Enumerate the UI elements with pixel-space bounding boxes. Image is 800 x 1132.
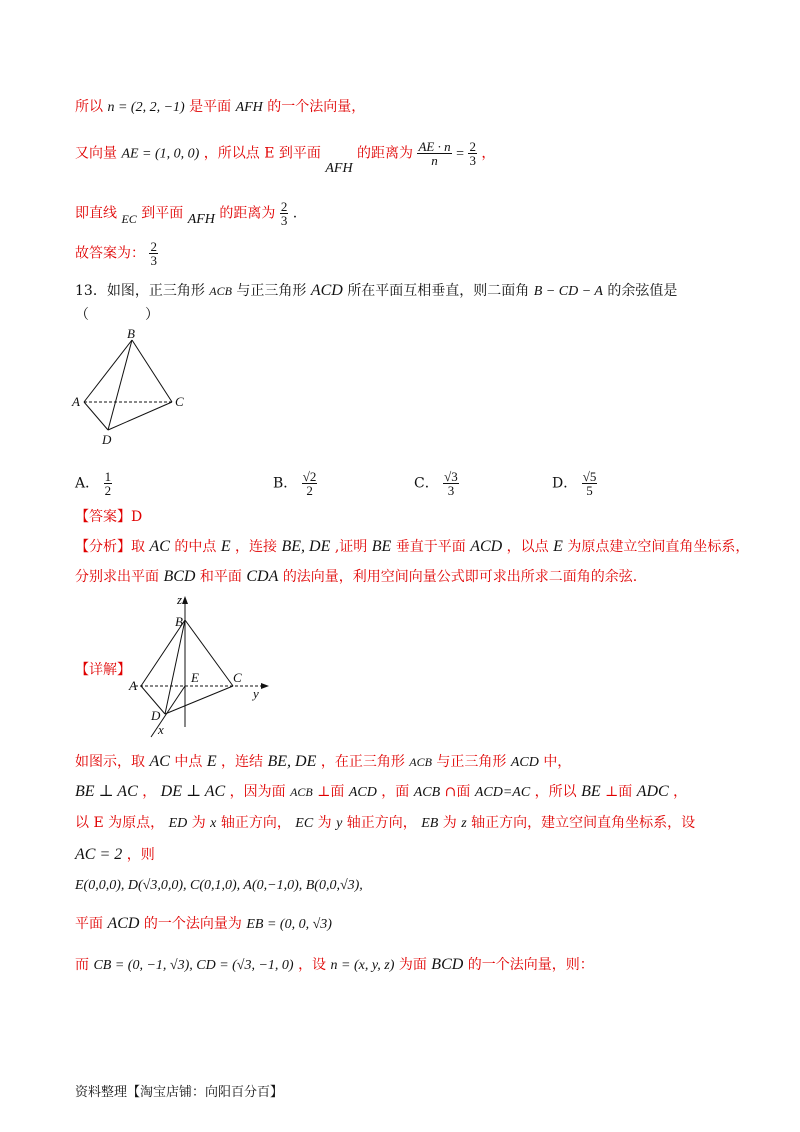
math-vector: EC <box>295 816 314 831</box>
line-distance <box>75 139 496 176</box>
math-vector: ED <box>168 816 188 831</box>
detail-row-3 <box>75 816 695 831</box>
denominator: 2 <box>306 483 313 498</box>
z-arrow <box>182 596 188 604</box>
denominator: 3 <box>150 253 157 268</box>
text: 又向量 <box>75 145 117 162</box>
denominator: 3 <box>280 213 288 228</box>
text: ,证明 <box>334 539 368 555</box>
denominator: 5 <box>586 483 593 498</box>
math-coordinates: E(0,0,0), D(√3,0,0), C(0,1,0), A(0,−1,0), B(0,0,√3), <box>75 878 363 893</box>
analysis-line-2 <box>75 569 637 585</box>
text: 垂直于平面 <box>395 539 466 555</box>
detail-row-5 <box>75 878 363 893</box>
text: 的距离为 <box>219 205 276 222</box>
text: 轴正方向， <box>346 815 417 831</box>
option-a[interactable] <box>75 470 112 497</box>
tetrahedron-figure <box>70 325 200 450</box>
math: CDA <box>246 568 279 585</box>
denominator: n <box>431 153 438 168</box>
denominator: 3 <box>469 153 476 168</box>
label-c: C <box>175 394 184 409</box>
question-13-blank <box>75 308 159 322</box>
math: E <box>220 538 231 555</box>
math: AC <box>149 538 170 555</box>
text: 中点 <box>174 754 203 770</box>
numerator: 2 <box>150 239 157 254</box>
detail-row-4 <box>75 847 155 863</box>
math: n = (x, y, z) <box>330 958 395 973</box>
analysis-line-1 <box>75 539 749 555</box>
numerator: √5 <box>582 469 597 484</box>
label-a: A <box>129 678 137 693</box>
text: 即直线 <box>75 205 117 222</box>
coordinate-figure <box>125 592 275 742</box>
math: ACD <box>348 785 377 800</box>
text: 到平面 <box>141 205 184 222</box>
text: ，连接 <box>235 539 278 555</box>
math-vectors: CB = (0, −1, √3), CD = (√3, −1, 0) <box>93 958 294 973</box>
text: 的法向量，利用空间向量公式即可求出所求二面角的余弦. <box>282 569 638 585</box>
text: 轴正方向，建立空间直角坐标系，设 <box>471 815 696 831</box>
text: 所以 <box>75 99 103 115</box>
text: 如图示，取 <box>75 754 145 770</box>
edge-dc <box>108 402 172 430</box>
analysis-tag: 【分析】 <box>75 539 131 555</box>
math: ACB <box>413 785 441 800</box>
text: ，面 <box>381 784 410 800</box>
text: ，连结 <box>221 754 264 770</box>
math-vector-ae: AE = (1, 0, 0) <box>121 146 200 162</box>
text: ⊥面 <box>605 784 633 800</box>
math: BE, DE <box>267 753 317 770</box>
line-line-distance <box>75 200 297 227</box>
math: DE ⊥ AC <box>160 783 226 800</box>
numerator: 2 <box>280 199 288 214</box>
answer-blank: （ ） <box>75 307 159 323</box>
text: 的余弦值是 <box>607 283 678 299</box>
equals: = <box>456 146 464 162</box>
math-triangle: ACD <box>310 282 343 299</box>
answer-tag: 【答案】 <box>75 509 131 525</box>
math-vector: EB <box>421 816 439 831</box>
text: 与正三角形 <box>436 754 507 770</box>
math: x <box>210 816 217 831</box>
math: E <box>206 753 217 770</box>
math: AC <box>149 753 170 770</box>
detail-row-1 <box>75 754 571 770</box>
option-label: A． <box>75 475 100 492</box>
fraction-two-thirds <box>149 240 158 267</box>
option-value <box>582 470 598 497</box>
math: AC = 2 <box>75 846 123 863</box>
fraction-two-thirds <box>468 140 477 167</box>
math: ACB <box>409 755 432 769</box>
numerator: √2 <box>302 469 317 484</box>
math: z <box>461 816 467 831</box>
text: ， <box>142 784 157 800</box>
edge-ba <box>84 340 132 402</box>
label-y: y <box>253 686 259 701</box>
text: 为原点建立空间直角坐标系， <box>567 539 750 555</box>
option-label: C． <box>414 475 439 492</box>
footer-source: 资料整理【淘宝店铺：向阳百分百】 <box>75 1085 284 1100</box>
y-arrow <box>261 683 269 689</box>
math: BE, DE <box>281 538 331 555</box>
text: ，在正三角形 <box>320 754 405 770</box>
denominator: 3 <box>447 483 455 498</box>
line-normal-vector <box>75 100 365 115</box>
text: 中， <box>543 754 572 770</box>
numerator: AE · n <box>418 139 451 154</box>
option-d[interactable] <box>552 470 597 497</box>
text: 取 <box>131 539 145 555</box>
numerator: √3 <box>444 469 458 484</box>
math: BCD <box>431 956 464 973</box>
answer-line <box>75 510 142 524</box>
text: 和平面 <box>199 569 242 585</box>
distance-fraction <box>417 140 451 167</box>
text: 与正三角形 <box>236 283 307 299</box>
text: ，因为面 <box>229 784 286 800</box>
math-plane: AFH <box>325 160 353 176</box>
text: 为面 <box>398 957 427 973</box>
label-e: E <box>191 670 199 685</box>
math-triangle: ACB <box>209 284 232 298</box>
numerator: 1 <box>104 469 112 484</box>
text: 的一个法向量为 <box>143 916 242 932</box>
label-d: D <box>102 432 112 447</box>
option-value <box>443 470 459 497</box>
text: 的中点 <box>174 539 217 555</box>
option-value <box>302 470 318 497</box>
math: y <box>336 816 343 831</box>
denominator: 2 <box>104 483 112 498</box>
detail-row-7 <box>75 957 594 973</box>
text: ∩面 <box>444 784 471 800</box>
math-vector: EB = (0, 0, √3) <box>246 917 332 932</box>
option-label: B． <box>273 475 298 492</box>
text: 轴正方向， <box>220 815 291 831</box>
text: ， <box>481 145 496 162</box>
text: 的距离为 <box>357 145 414 162</box>
edge-ad <box>84 402 108 430</box>
math-line: EC <box>121 211 137 226</box>
label-b: B <box>175 614 183 629</box>
text: 为 <box>317 815 332 831</box>
text: 是平面 <box>189 99 232 115</box>
text: 的一个法向量， <box>267 99 366 115</box>
math-n: n = (2, 2, −1) <box>107 100 185 115</box>
text: 13．如图，正三角形 <box>75 283 205 299</box>
label-b: B <box>127 326 135 341</box>
text: 平面 <box>75 916 103 932</box>
label-x: x <box>158 722 164 737</box>
option-value <box>104 470 113 497</box>
numerator: 2 <box>469 139 476 154</box>
answer-value: D <box>131 509 143 525</box>
math: BE <box>581 783 601 800</box>
math: BE ⊥ AC <box>75 783 138 800</box>
label-z: z <box>177 592 183 607</box>
math: ACB <box>290 785 313 799</box>
text: ， <box>673 784 688 800</box>
text: ，所以 <box>534 784 577 800</box>
option-c[interactable] <box>414 470 459 497</box>
text: 故答案为： <box>75 245 145 262</box>
math: ACD=AC <box>474 785 531 800</box>
text: ，以点 <box>506 539 549 555</box>
fraction-two-thirds <box>280 200 289 227</box>
text: 为 <box>191 815 206 831</box>
math-plane: AFH <box>235 100 263 115</box>
label-a: A <box>72 394 80 409</box>
question-13 <box>75 283 677 299</box>
text: 分别求出平面 <box>75 569 159 585</box>
text: . <box>292 205 298 222</box>
text: ，则 <box>126 847 155 863</box>
math: BE <box>371 538 392 555</box>
math: ACD <box>107 915 140 932</box>
text: 所在平面互相垂直，则二面角 <box>347 283 530 299</box>
edge-bc <box>132 340 172 402</box>
label-d: D <box>151 708 161 723</box>
option-label: D． <box>552 475 578 492</box>
math-angle: B − CD − A <box>533 284 603 299</box>
text: ，所以点 E 到平面 <box>203 145 321 162</box>
math: BCD <box>163 568 196 585</box>
detail-row-2 <box>75 784 687 800</box>
text: 而 <box>75 957 89 973</box>
text: 的一个法向量，则： <box>467 957 594 973</box>
detail-row-6 <box>75 916 332 932</box>
math-plane: AFH <box>187 211 215 227</box>
detail-tag: 【详解】 <box>75 662 131 678</box>
math: E <box>553 538 563 555</box>
edge-bd <box>108 340 132 430</box>
line-answer-prev <box>75 240 158 267</box>
math: ACD <box>470 538 503 555</box>
text: 为 <box>442 815 457 831</box>
text: ，设 <box>298 957 327 973</box>
text: 以 E 为原点， <box>75 815 165 831</box>
label-c: C <box>233 670 242 685</box>
text: ⊥面 <box>317 784 345 800</box>
option-b[interactable] <box>273 470 317 497</box>
math: ADC <box>636 783 669 800</box>
math: ACD <box>510 755 539 770</box>
